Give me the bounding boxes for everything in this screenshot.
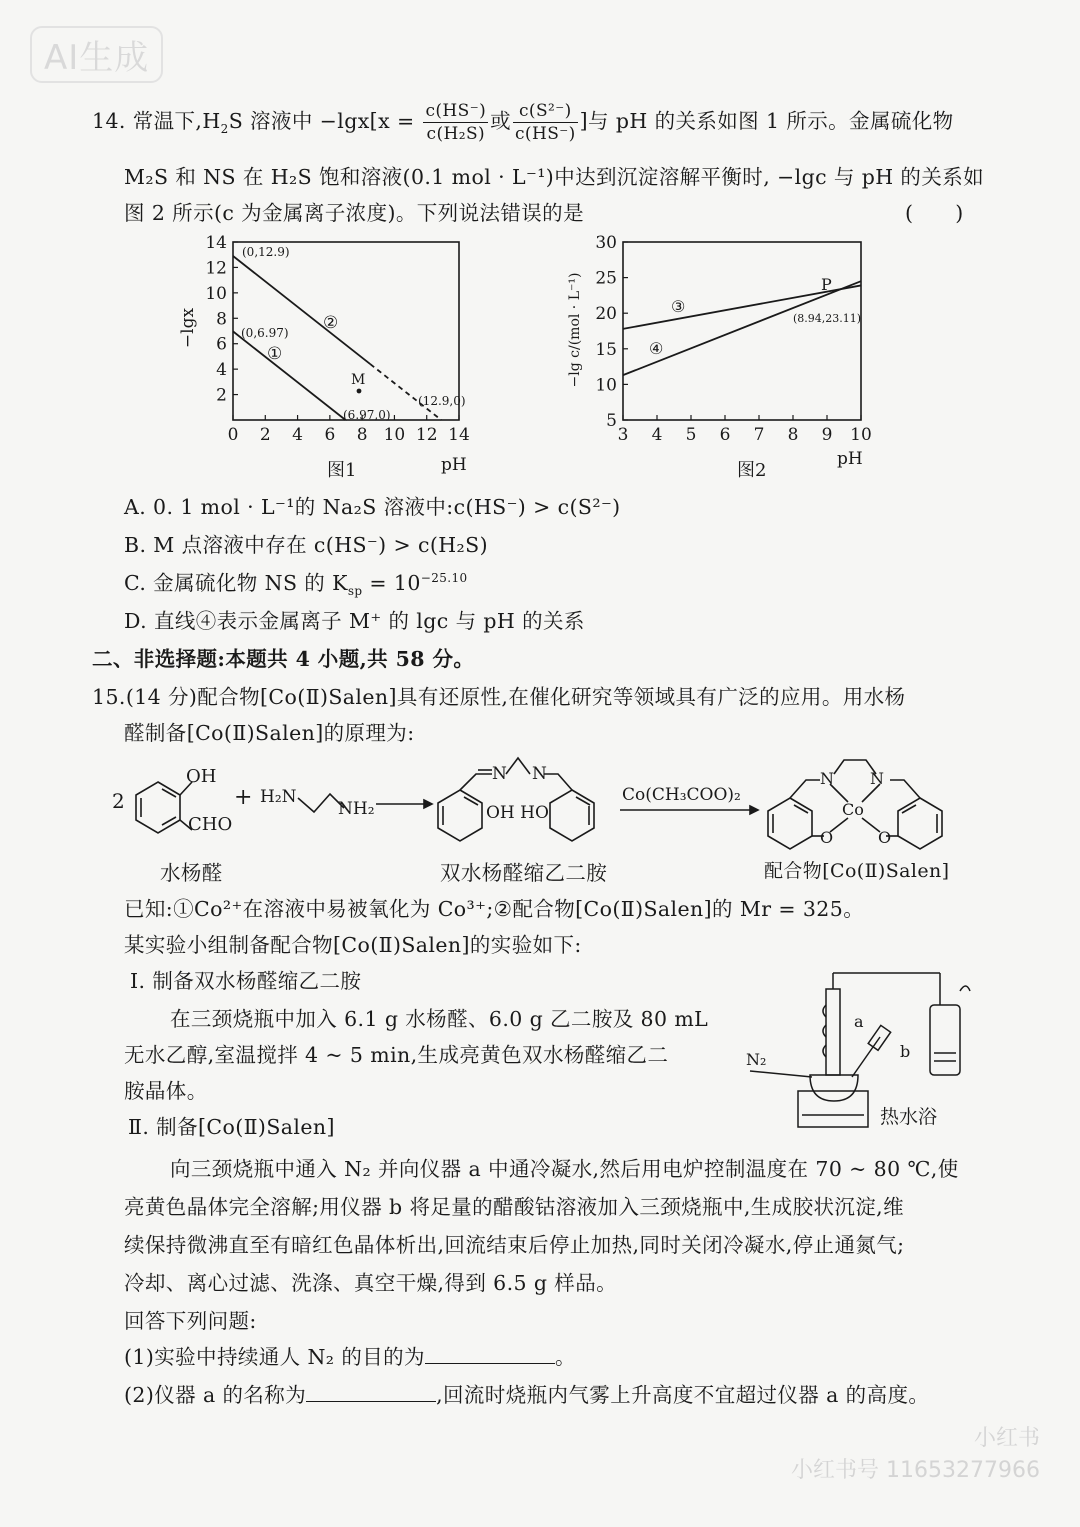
- x-tick-label: 5: [685, 425, 697, 445]
- series-line-2: [623, 281, 861, 375]
- q15-line1: 15.(14 分)配合物[Co(Ⅱ)Salen]具有还原性,在催化研究等领域具有广泛的应用。用水杨: [92, 685, 906, 709]
- q14-line1-pre: 常温下,H: [132, 109, 221, 133]
- fig2-plot-frame: [623, 242, 861, 420]
- salen-ring-left: [768, 798, 812, 849]
- three-neck-flask: [810, 1075, 858, 1101]
- water-bath: [798, 1091, 868, 1127]
- fig2-p-coord: (8.94,23.11): [793, 312, 862, 325]
- step2-line2: 亮黄色晶体完全溶解;用仪器 b 将足量的醋酸钴溶液加入三颈烧瓶中,生成胶状沉淀,维: [124, 1195, 904, 1219]
- x-tick-label: 3: [617, 425, 629, 445]
- y-tick-label: 25: [595, 268, 617, 289]
- fig1-caption: 图1: [327, 460, 357, 481]
- x-tick-label: 4: [292, 425, 303, 445]
- step1-line1: 在三颈烧瓶中加入 6.1 g 水杨醛、6.0 g 乙二胺及 80 mL: [170, 1007, 709, 1031]
- name-co-salen: 配合物[Co(Ⅱ)Salen]: [764, 860, 950, 882]
- fig2-line3-label: ③: [671, 297, 686, 316]
- x-tick-label: 10: [383, 425, 406, 445]
- fraction-1: $\frac{c(HS^-)}{\text{c(H₂S)}}$: [425, 101, 487, 144]
- app-n2: N₂: [746, 1050, 767, 1069]
- option-b: B. M 点溶液中存在 c(HS⁻) > c(H₂S): [124, 533, 488, 557]
- section-2-heading: 二、非选择题:本题共 4 小题,共 58 分。: [92, 647, 475, 671]
- answer-blank-1[interactable]: [425, 1345, 555, 1364]
- y-tick-label: 12: [205, 258, 227, 279]
- rxn-h2n: H₂N: [260, 787, 297, 807]
- rxn-cho: CHO: [188, 814, 233, 835]
- name-salicylaldehyde: 水杨醛: [160, 861, 223, 885]
- condenser-a: [826, 989, 840, 1075]
- rxn-salen-n2: N: [870, 769, 884, 788]
- rxn-coef: 2: [112, 789, 125, 813]
- fig2-lines: [623, 281, 861, 375]
- q14-answer-paren: ( ): [905, 201, 964, 225]
- rxn-reagent: Co(CH₃COO)₂: [622, 785, 741, 805]
- fig1-line1-label: ①: [267, 344, 283, 364]
- q15-intro: 某实验小组制备配合物[Co(Ⅱ)Salen]的实验如下:: [124, 933, 582, 957]
- q14-line1-post: ]与 pH 的关系如图 1 所示。金属硫化物: [579, 109, 954, 133]
- rxn-nh2: NH₂: [338, 799, 375, 819]
- step2-title: Ⅱ. 制备[Co(Ⅱ)Salen]: [128, 1115, 335, 1139]
- step1-line2: 无水乙醇,室温搅拌 4 ~ 5 min,生成亮黄色双水杨醛缩乙二: [124, 1043, 669, 1067]
- rxn-co: Co: [842, 800, 864, 819]
- y-tick-label: 20: [595, 304, 617, 325]
- fig1-xlabel: pH: [441, 455, 467, 475]
- gas-bottle: [930, 1005, 960, 1075]
- watermark-brand: 小红书: [973, 1426, 1040, 1451]
- step2-line3: 续保持微沸直至有暗红色晶体析出,回流结束后停止加热,同时关闭冷凝水,停止通氮气;: [124, 1233, 905, 1257]
- app-b: b: [900, 1042, 911, 1061]
- q14-line1: 14. 常温下$,H_2S$ 溶液中 −lgx[x = $\frac{c(HS^-)}{\text{c(H₂S)}}$ 或 $\frac{\text{c(S²⁻)}}{c(HS^-)}$ ]与 pH 的关系如图 1 所示。金属硫化物: [92, 101, 954, 144]
- y-tick-label: 6: [216, 334, 227, 355]
- y-tick-label: 14: [205, 233, 227, 253]
- fig1-m-label: M: [351, 372, 366, 388]
- fig1-pt2: (0,6.97): [241, 326, 289, 340]
- rxn-n1: N: [492, 764, 507, 784]
- figure-2-chart: [565, 232, 895, 482]
- q14-or: 或: [490, 109, 512, 133]
- fig1-ylabel: −lgx: [178, 307, 198, 349]
- x-tick-label: 8: [787, 425, 799, 445]
- y-tick-label: 2: [216, 385, 227, 406]
- fig1-line2-label: ②: [323, 313, 339, 333]
- q14-line1-a: S 溶液中 −lgx[x =: [228, 109, 415, 133]
- figure-1-chart: [175, 232, 495, 482]
- step1-title: Ⅰ. 制备双水杨醛缩乙二胺: [130, 969, 362, 993]
- series-line-1: [233, 331, 346, 420]
- answer-intro: 回答下列问题:: [124, 1309, 257, 1333]
- y-tick-label: 5: [606, 411, 617, 431]
- name-schiff-base: 双水杨醛缩乙二胺: [440, 861, 608, 885]
- y-tick-label: 30: [595, 233, 617, 253]
- q14-line3: 图 2 所示(c 为金属离子浓度)。下列说法错误的是: [124, 201, 584, 225]
- fig2-line4-label: ④: [649, 339, 664, 358]
- step1-line3: 胺晶体。: [124, 1079, 208, 1103]
- watermark-id: 小红书号 11653277966: [791, 1458, 1040, 1483]
- apparatus-diagram: [740, 965, 990, 1135]
- rxn-o1: O: [820, 828, 834, 847]
- fig2-xlabel: pH: [837, 449, 863, 469]
- x-tick-label: 6: [324, 425, 336, 445]
- fig2-ylabel: −lg c/(mol · L⁻¹): [567, 272, 583, 388]
- rxn-n2: N: [532, 764, 547, 784]
- rxn-o2: O: [878, 828, 892, 847]
- fig1-pt3: (6.97,0): [343, 408, 391, 422]
- q15-known: 已知:①Co²⁺在溶液中易被氧化为 Co³⁺;②配合物[Co(Ⅱ)Salen]的 Mr = 325。: [124, 897, 865, 921]
- fig1-point-m: [357, 389, 362, 394]
- app-a: a: [854, 1012, 864, 1031]
- salicylaldehyde-ring: [136, 782, 180, 833]
- x-tick-label: 6: [719, 425, 731, 445]
- xiaohongshu-watermark: [791, 1423, 1040, 1487]
- fig2-p-label: P: [821, 275, 832, 294]
- answer-blank-2[interactable]: [306, 1383, 436, 1402]
- ai-generated-watermark: AI生成: [30, 26, 163, 83]
- x-tick-label: 8: [356, 425, 368, 445]
- fig2-ticks: [595, 233, 871, 445]
- step2-line4: 冷却、离心过滤、洗涤、真空干燥,得到 6.5 g 样品。: [124, 1271, 617, 1295]
- sub-question-1: (1)实验中持续通人 N₂ 的目的为 。: [124, 1345, 576, 1369]
- salen-ring-right: [898, 798, 942, 849]
- x-tick-label: 4: [651, 425, 663, 445]
- option-d: D. 直线④表示金属离子 M⁺ 的 lgc 与 pH 的关系: [124, 609, 585, 633]
- y-tick-label: 4: [216, 360, 227, 381]
- x-tick-label: 9: [821, 425, 833, 445]
- rxn-oh-ho: OH HO: [486, 803, 549, 823]
- x-tick-label: 14: [448, 425, 470, 445]
- x-tick-label: 7: [753, 425, 765, 445]
- q14-number: 14.: [92, 109, 126, 133]
- step2-line1: 向三颈烧瓶中通入 N₂ 并向仪器 a 中通冷凝水,然后用电炉控制温度在 70 ~ 80 ℃,使: [170, 1157, 959, 1181]
- q15-line2: 醛制备[Co(Ⅱ)Salen]的原理为:: [124, 721, 415, 745]
- x-tick-label: 12: [415, 425, 438, 445]
- y-tick-label: 8: [216, 309, 227, 330]
- x-tick-label: 2: [259, 425, 271, 445]
- fig1-pt1: (0,12.9): [242, 245, 290, 259]
- fraction-2: $\frac{\text{c(S²⁻)}}{c(HS^-)}$: [515, 101, 576, 144]
- option-c: C. 金属硫化物 NS 的 $K_{sp} = 10^{-25.10}$: [124, 571, 468, 599]
- rxn-oh: OH: [186, 766, 217, 787]
- y-tick-label: 15: [595, 339, 617, 360]
- y-tick-label: 10: [595, 375, 617, 396]
- rxn-salen-n1: N: [820, 769, 834, 788]
- x-tick-label: 0: [227, 425, 239, 445]
- fig1-pt4: (12.9,0): [418, 394, 466, 408]
- x-tick-label: 10: [850, 425, 872, 445]
- sub-question-2: (2)仪器 a 的名称为 ,回流时烧瓶内气雾上升高度不宜超过仪器 a 的高度。: [124, 1383, 930, 1407]
- q14-line2: M₂S 和 NS 在 H₂S 饱和溶液(0.1 mol · L⁻¹)中达到沉淀溶解平衡时, −lgc 与 pH 的关系如: [124, 165, 985, 189]
- schiff-ring-left: [438, 790, 482, 841]
- option-a: A. 0. 1 mol · L⁻¹的 Na₂S 溶液中:c(HS⁻) > c(S²⁻): [124, 495, 621, 519]
- fig2-caption: 图2: [737, 460, 767, 481]
- y-tick-label: 10: [205, 283, 227, 304]
- rxn-plus: +: [234, 785, 253, 810]
- q15-number: 15.: [92, 685, 126, 709]
- schiff-ring-right: [550, 790, 594, 841]
- app-bath: 热水浴: [880, 1106, 938, 1128]
